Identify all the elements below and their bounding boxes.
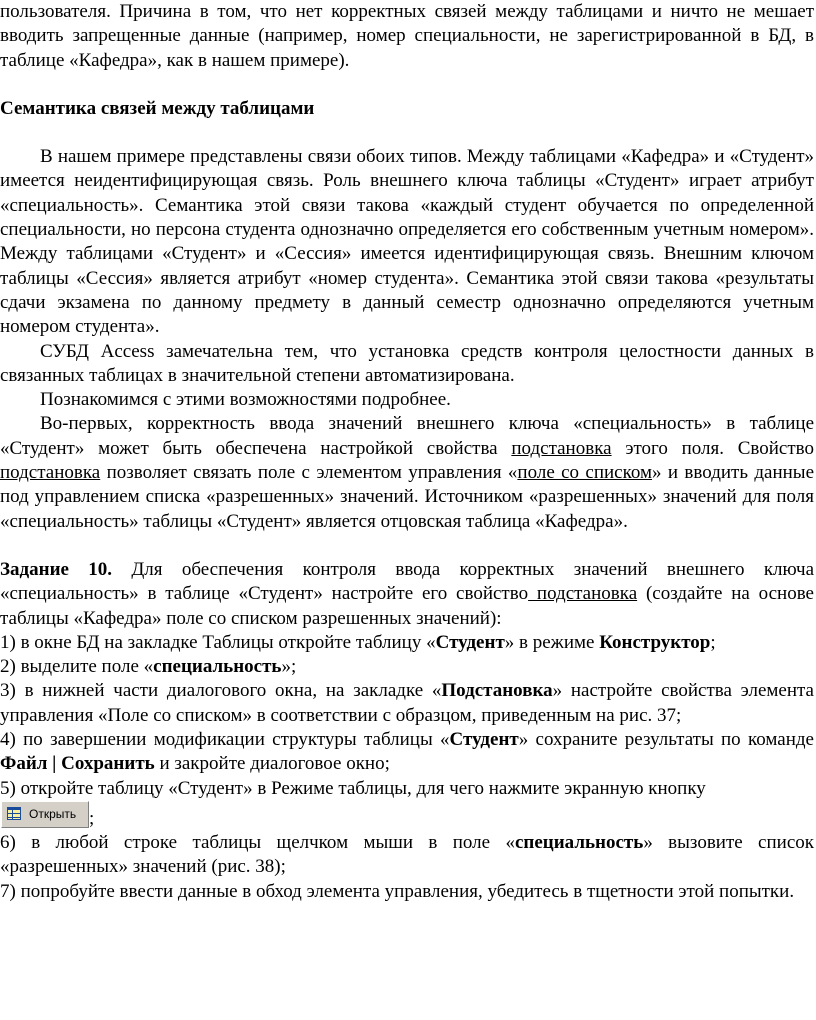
open-button-label: Открыть: [29, 807, 77, 822]
task-paragraph: [0, 558, 814, 631]
paragraph-intro: пользователя. Причина в том, что нет корректных связей между таблицами и ничто не мешает вводить запрещенные данные (например, номер специальности, не зарегистрированной в БД, в таблице «Кафедра», как в нашем примере).: [0, 1, 814, 71]
step-2: [0, 655, 814, 679]
bold-term: Студент: [435, 631, 505, 653]
step-5: 5) откройте таблицу «Студент» в Режиме таблицы, для чего нажмите экранную кнопку: [0, 777, 706, 799]
step-3: [0, 679, 814, 728]
bold-term: Файл | Сохранить: [0, 753, 155, 775]
step-6: [0, 831, 814, 880]
paragraph-semantics: В нашем примере представлены связи обоих типов. Между таблицами «Кафедра» и «Студент» имеется неидентифицирующая связь. Роль внешнего ключа таблицы «Студент» играет атрибут «специальность». Семантика этой связи такова «каждый студент обучается по определенной специальности, но персона студента однозначно определяется его собственным учетным номером». Между таблицами «Студент» и «Сессия» имеется идентифицирующая связь. Внешним ключом таблицы «Сессия» является атрибут «номер студента». Семантика этой связи такова «результаты сдачи экзамена по данному предмету в данный семестр однозначно определяются учетным номером студента».: [0, 146, 814, 338]
bold-term: Студент: [449, 729, 519, 751]
text: ;: [89, 807, 95, 829]
open-button[interactable]: [1, 801, 89, 828]
term-lookup: подстановка: [511, 437, 612, 459]
spacer: [0, 73, 814, 97]
step-4: [0, 728, 814, 777]
text: этого поля. Свойство: [611, 437, 814, 459]
text: » сохраните результаты по команде: [518, 729, 814, 751]
text: Для обеспечения контроля ввода корректных значений внешнего ключа «специальность» в таблице «Студент» настройте его свойство: [0, 558, 815, 605]
text: позволяет связать поле с элементом управления «: [100, 462, 518, 484]
bold-term: специальность: [514, 831, 644, 853]
text: 4) по завершении модификации структуры таблицы «: [0, 729, 450, 751]
paragraph-intro-features: Познакомимся с этими возможностями подробнее.: [40, 389, 451, 411]
text: ;: [710, 631, 716, 653]
table-open-icon: [7, 807, 25, 821]
text: 6) в любой строке таблицы щелчком мыши в поле «: [0, 831, 515, 853]
paragraph-access: СУБД Access замечательна тем, что установка средств контроля целостности данных в связанных таблицах в значительной степени автоматизирована.: [0, 340, 814, 386]
bold-term: Конструктор: [599, 631, 711, 653]
text: 2) выделите поле «: [0, 656, 154, 678]
step-1: [0, 631, 814, 655]
task-label: Задание 10.: [0, 558, 113, 580]
text: 3) в нижней части диалогового окна, на закладке «: [0, 680, 442, 702]
text: »;: [281, 656, 297, 678]
text: (создайте на основе таблицы «Кафедра» поле со списком разрешенных значений):: [0, 583, 814, 629]
text: » настройте свойства элемента управления «Поле со списком» в соответствии с образцом, приведенным на рис. 37;: [0, 680, 814, 726]
text: Во-первых, корректность ввода значений внешнего ключа «специальность» в таблице «Студент» может быть обеспечена настройкой свойства: [0, 413, 814, 459]
text: » вызовите список «разрешенных» значений (рис. 38);: [0, 831, 814, 878]
text: 1) в окне БД на закладке Таблицы откройте таблицу «: [0, 631, 436, 653]
bold-term: Подстановка: [441, 680, 553, 702]
text: » в режиме: [504, 631, 600, 653]
text: и закройте диалоговое окно;: [154, 753, 390, 775]
term-lookup: подстановка: [0, 462, 101, 484]
term-combobox: поле со списком: [517, 462, 653, 484]
spacer: [0, 121, 814, 145]
step-7: 7) попробуйте ввести данные в обход элемента управления, убедитесь в тщетности этой попытки.: [0, 880, 795, 902]
text: » и вводить данные под управлением списка «разрешенных» значений. Источником «разрешенных» значений для поля «специальность» таблицы «Студент» является отцовская таблица «Кафедра».: [0, 462, 815, 532]
open-button-line: [0, 801, 814, 831]
spacer: [0, 534, 814, 558]
section-heading: Семантика связей между таблицами: [0, 97, 315, 119]
bold-term: специальность: [153, 656, 282, 678]
paragraph-lookup: [0, 412, 814, 533]
term-lookup: подстановка: [528, 583, 638, 605]
